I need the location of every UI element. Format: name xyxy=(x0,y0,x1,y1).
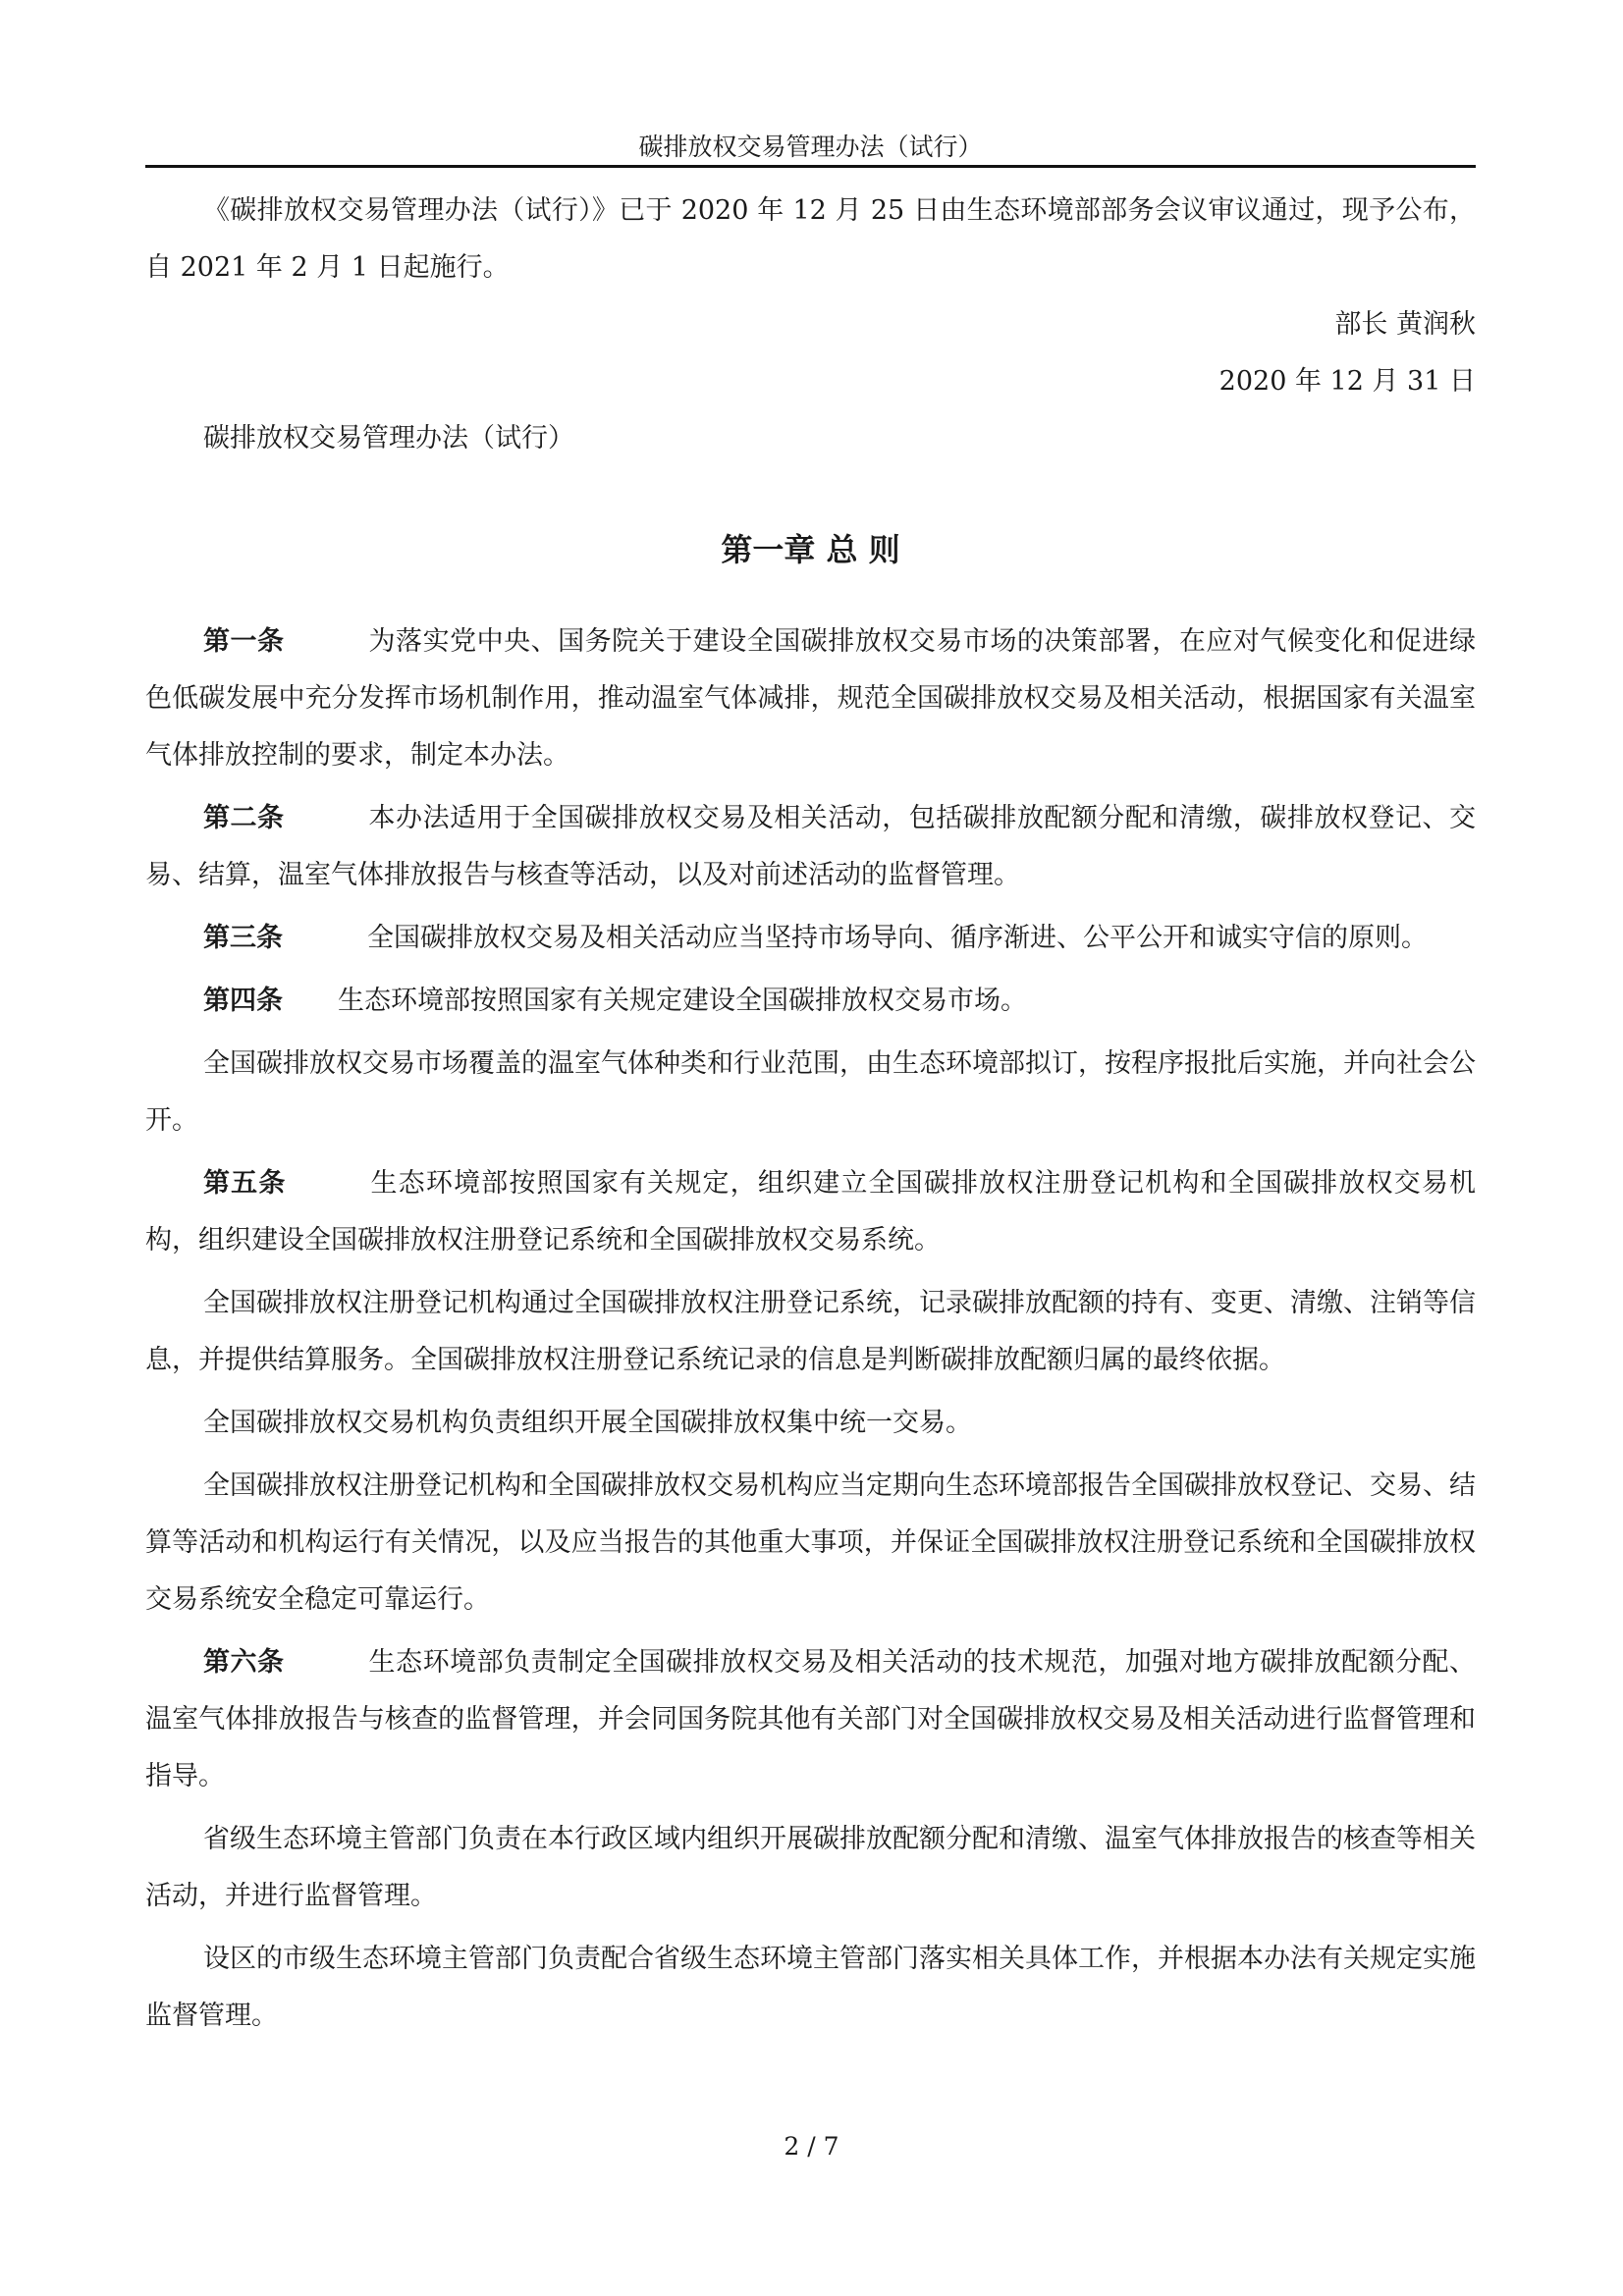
article-label: 第五条 xyxy=(203,1168,287,1199)
article-6 xyxy=(145,1634,1476,1805)
page-number: 2 / 7 xyxy=(784,2132,839,2161)
issue-date: 2020 年 12 月 31 日 xyxy=(1218,366,1476,397)
article-2 xyxy=(145,790,1476,904)
article-text: 生态环境部负责制定全国碳排放权交易及相关活动的技术规范，加强对地方碳排放配额分配、温室气体排放报告与核查的监督管理，并会同国务院其他有关部门对全国碳排放权交易及相关活动进行监督管理和指导。 xyxy=(145,1647,1477,1791)
article-text: 生态环境部按照国家有关规定建设全国碳排放权交易市场。 xyxy=(338,986,1027,1016)
announcement-paragraph: 《碳排放权交易管理办法（试行）》已于 2020 年 12 月 25 日由生态环境部部务会议审议通过，现予公布，自 2021 年 2 月 1 日起施行。 xyxy=(145,195,1476,283)
article-5-paragraph-2: 全国碳排放权注册登记机构通过全国碳排放权注册登记系统，记录碳排放配额的持有、变更、清缴、注销等信息，并提供结算服务。全国碳排放权注册登记系统记录的信息是判断碳排放配额归属的最终依据。 xyxy=(145,1288,1476,1375)
article-5-paragraph-3: 全国碳排放权交易机构负责组织开展全国碳排放权集中统一交易。 xyxy=(203,1408,972,1438)
article-3 xyxy=(145,910,1476,967)
article-6-paragraph-3: 设区的市级生态环境主管部门负责配合省级生态环境主管部门落实相关具体工作，并根据本办法有关规定实施监督管理。 xyxy=(145,1944,1476,2031)
article-1 xyxy=(145,614,1476,784)
running-header: 碳排放权交易管理办法（试行） xyxy=(638,133,983,161)
article-label: 第四条 xyxy=(203,986,283,1016)
article-text: 生态环境部按照国家有关规定，组织建立全国碳排放权注册登记机构和全国碳排放权交易机构，组织建设全国碳排放权注册登记系统和全国碳排放权交易系统。 xyxy=(145,1168,1476,1255)
article-text: 为落实党中央、国务院关于建设全国碳排放权交易市场的决策部署，在应对气候变化和促进绿色低碳发展中充分发挥市场机制作用，推动温室气体减排，规范全国碳排放权交易及相关活动，根据国家有关温室气体排放控制的要求，制定本办法。 xyxy=(145,626,1477,771)
document-title: 碳排放权交易管理办法（试行） xyxy=(203,423,574,454)
article-4-paragraph-2: 全国碳排放权交易市场覆盖的温室气体种类和行业范围，由生态环境部拟订，按程序报批后实施，并向社会公开。 xyxy=(145,1048,1476,1136)
article-label: 第二条 xyxy=(203,803,285,833)
article-label: 第一条 xyxy=(203,626,285,657)
document-body xyxy=(145,183,1476,2045)
article-label: 第六条 xyxy=(203,1647,285,1678)
article-text: 本办法适用于全国碳排放权交易及相关活动，包括碳排放配额分配和清缴，碳排放权登记、交易、结算，温室气体排放报告与核查等活动，以及对前述活动的监督管理。 xyxy=(145,803,1477,890)
chapter-heading: 第一章 总 则 xyxy=(721,531,900,568)
article-label: 第三条 xyxy=(203,923,283,953)
article-5 xyxy=(145,1155,1476,1269)
signatory: 部长 黄润秋 xyxy=(1334,309,1476,340)
article-text: 全国碳排放权交易及相关活动应当坚持市场导向、循序渐进、公平公开和诚实守信的原则。 xyxy=(367,923,1428,953)
header-divider xyxy=(145,165,1476,168)
article-5-paragraph-4: 全国碳排放权注册登记机构和全国碳排放权交易机构应当定期向生态环境部报告全国碳排放权登记、交易、结算等活动和机构运行有关情况，以及应当报告的其他重大事项，并保证全国碳排放权注册登记系统和全国碳排放权交易系统安全稳定可靠运行。 xyxy=(145,1470,1476,1615)
article-6-paragraph-2: 省级生态环境主管部门负责在本行政区域内组织开展碳排放配额分配和清缴、温室气体排放报告的核查等相关活动，并进行监督管理。 xyxy=(145,1824,1476,1911)
article-4 xyxy=(145,973,1476,1030)
